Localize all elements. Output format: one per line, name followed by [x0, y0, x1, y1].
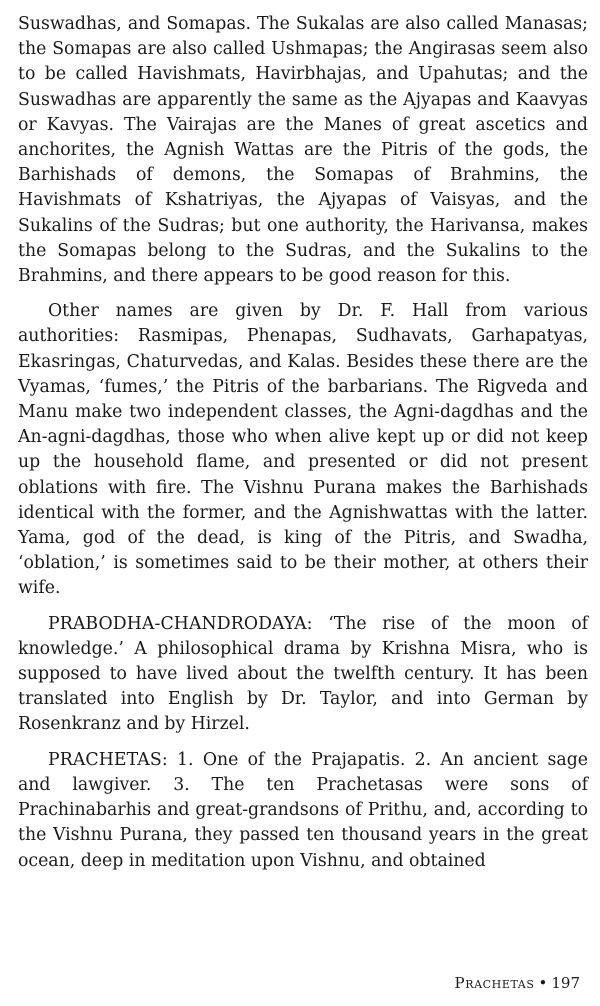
dictionary-entry-prabodha-chandrodaya — [18, 612, 588, 738]
page-number: 197 — [551, 974, 580, 992]
entry-text: 1. One of the Prajapatis. 2. An ancient sage and lawgiver. 3. The ten Prachetasas were sons of Prachinabarhis and great-grandsons of Prithu, and, according to the Vishnu Purana, they passed ten thousand years in the great ocean, deep in meditation upon Vishnu, and obtained — [18, 749, 588, 871]
body-paragraph: Other names are given by Dr. F. Hall from various authorities: Rasmipas, Phenapas, Sudhavats, Garhapatyas, Ekasringas, Chaturvedas, and Kalas. Besides these there are the Vyamas, ‘fumes,’ the Pitris of the barbarians. The Rigveda and Manu make two independent classes, the Agni-dagdhas and the An-agni-dagdhas, those who when alive kept up or did not keep up the household flame, and presented or did not present oblations with fire. The Vishnu Purana makes the Barhishads identical with the former, and the Agnishwattas with the latter. Yama, god of the dead, is king of the Pitris, and Swadha, ‘oblation,’ is sometimes said to be their mother, at others their wife. — [18, 301, 588, 599]
entry-text: ‘The rise of the moon of knowledge.’ A philosophical drama by Krishna Misra, who is supposed to have lived about the twelfth century. It has been translated into English by Dr. Taylor, and into German by Rosenkranz and by Hirzel. — [18, 613, 588, 735]
running-head: Prachetas — [454, 974, 535, 992]
continued-paragraph: Suswadhas, and Somapas. The Sukalas are also called Manasas; the Somapas are also called Ushmapas; the Angirasas seem also to be called Havishmats, Havirbhajas, and Upahutas; and the Suswadhas are apparently the same as the Ajyapas and Kaavyas or Kavyas. The Vairajas are the Manes of great ascetics and anchorites, the Agnish Wattas are the Pitris of the gods, the Barhishads of demons, the Somapas of Brahmins, the Havishmats of Kshatriyas, the Ajyapas of Vaisyas, and the Sukalins of the Sudras; but one authority, the Harivansa, makes the Somapas belong to the Sudras, and the Sukalins to the Brahmins, and there appears to be good reason for this. — [18, 14, 588, 287]
bullet-separator: • — [538, 974, 548, 992]
dictionary-entry-prachetas — [18, 748, 588, 874]
entry-headword: PRABODHA-CHANDRODAYA: — [48, 613, 313, 634]
entry-headword: PRACHETAS: — [48, 749, 168, 770]
page-footer — [455, 974, 580, 992]
